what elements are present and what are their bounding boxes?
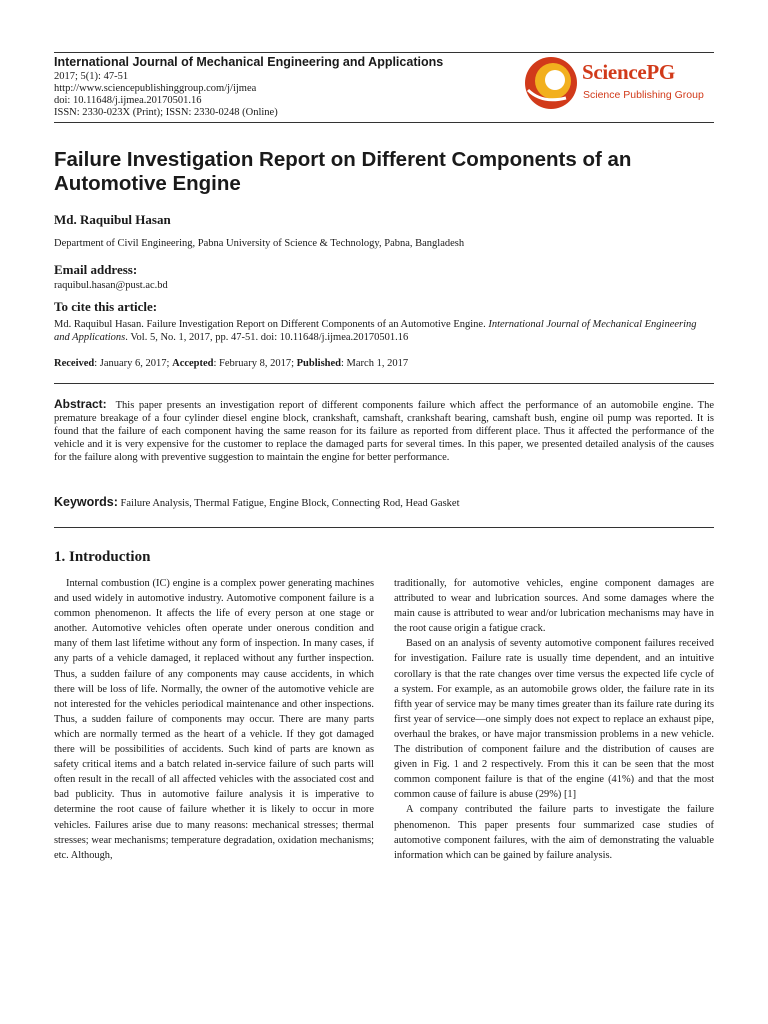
email-label: Email address: — [54, 262, 138, 277]
accepted-label: Accepted — [172, 358, 214, 369]
journal-issue: 2017; 5(1): 47-51 — [54, 71, 129, 82]
intro-paragraph: Based on an analysis of seventy automotive component failures received for investigation. Failure rate is usually time dependent, and an intuitive corollary is that the rate changes over time versus the expected life cycle of a system. For example, as an automobile grows older, the failure rate in its fifth year of service may be many times greater than its failure rate during its first year of service—one simply does not expect to replace an exhaust pipe, overhaul the brakes, or have major transmission problems in a new vehicle. The distribution of component failure and the distribution of causes are given in Fig. 1 and 2 respectively. From this it can be seen that the most common component failure is that of the engine (41%) and that the most common cause of failure is abuse (29%) [1] — [394, 638, 714, 801]
abstract-text: This paper presents an investigation report of different components failure which affect the performance of an automobile engine. The premature breakage of a four cylinder diesel engine block, crankshaft, camshaft, crankshaft bearing, camshaft bush, engine oil pump was reported. It is found that the failure of each component having the same reason for its failure as reported from different place. Thus it affected the performance of the vehicle and it is very expensive for the customer to replace the damaged parts for several times. In this paper, we presented detailed analysis of the causes for the failure along with preventive suggestion to maintain the engine for better performance. — [54, 400, 715, 463]
logo-name: SciencePG — [582, 60, 675, 84]
keywords — [54, 495, 459, 509]
journal-doi: doi: 10.11648/j.ijmea.20170501.16 — [54, 95, 202, 106]
intro-paragraph: Internal combustion (IC) engine is a complex power generating machines and used widely in automotive industry. Automotive component failure is a common phenomenon. It affects the life of every person at one stage or another. Automotive vehicles often operate under onerous condition and many of them last lifetime without any form of inspection. In many cases, if any parts of a vehicle damaged, it replaced without any further inspection. Thus, a sudden failure of any components may cause accidents, in which there will be loss of life. Normally, the owner of the automotive vehicle are not interested for the vehicles periodical maintenance and other inspections. Thus, a sudden failure of components may occur. There are many parts which are normally termed as the heart of a vehicle. If they got damaged there will be possibilities of accidents. Such kind of parts are known as safety critical items and a batch related in-service failure of such parts will often result in the recall of all affected vehicles with the associated cost and bad publicity. Thus in automotive failure analysis it is imperative to determine the root cause of failure whether it is likely to occur in more vehicles. Failures arise due to many reasons: mechanical stresses; thermal stresses; wear mechanisms; temperature degradation, oxidation mechanisms; etc. Although, — [54, 578, 374, 861]
published-date: : March 1, 2017 — [341, 358, 409, 369]
journal-issn: ISSN: 2330-023X (Print); ISSN: 2330-0248 (Online) — [54, 107, 278, 118]
sciencepg-logo — [522, 54, 712, 114]
keywords-label: Keywords: — [54, 495, 118, 509]
article-dates — [54, 357, 408, 370]
journal-title: International Journal of Mechanical Engineering and Applications — [54, 55, 444, 69]
abstract-label: Abstract: — [54, 397, 107, 411]
section-heading-introduction: 1. Introduction — [54, 549, 151, 565]
author-name: Md. Raquibul Hasan — [54, 212, 171, 227]
journal-url[interactable]: http://www.sciencepublishinggroup.com/j/ijmea — [54, 83, 257, 94]
abstract-bottom-rule — [54, 527, 714, 528]
keywords-text: Failure Analysis, Thermal Fatigue, Engine Block, Connecting Rod, Head Gasket — [120, 498, 460, 509]
accepted-date: : February 8, 2017; — [213, 358, 297, 369]
citation-plain: Md. Raquibul Hasan. Failure Investigation Report on Different Components of an Automotive Engine. — [54, 319, 489, 330]
citation-text — [54, 318, 714, 344]
author-affiliation: Department of Civil Engineering, Pabna University of Science & Technology, Pabna, Bangladesh — [54, 238, 465, 249]
abstract — [54, 398, 714, 464]
column-left — [54, 576, 374, 863]
abstract-top-rule — [54, 383, 714, 384]
column-right — [394, 576, 714, 863]
intro-paragraph: A company contributed the failure parts to investigate the failure phenomenon. This paper presents four summarized case studies of automotive component failures, with the aim of demonstrating the valuable information which can be gained by failure analysis. — [394, 804, 714, 861]
cite-label: To cite this article: — [54, 299, 158, 314]
email-address[interactable]: raquibul.hasan@pust.ac.bd — [54, 280, 168, 291]
logo-subtitle: Science Publishing Group — [583, 89, 704, 101]
published-label: Published — [296, 358, 341, 369]
received-label: Received — [54, 358, 95, 369]
header-bottom-rule — [54, 122, 714, 123]
paper-title: Failure Investigation Report on Different Components of an Automotive Engine — [54, 148, 632, 195]
citation-tail: . Vol. 5, No. 1, 2017, pp. 47-51. doi: 10.11648/j.ijmea.20170501.16 — [125, 332, 409, 343]
sciencepg-swirl-icon — [522, 54, 580, 112]
header-top-rule — [54, 52, 714, 53]
received-date: : January 6, 2017; — [94, 358, 173, 369]
citation-journal: International Journal of Mechanical Engineering and Applications — [54, 319, 697, 343]
intro-paragraph-continued: traditionally, for automotive vehicles, engine component damages are attributed to wear and lubrication sources. And some damages where the main cause is attributed to wear and/or lubrication mechanisms may have in the root cause origin a fatigue crack. — [394, 578, 714, 635]
